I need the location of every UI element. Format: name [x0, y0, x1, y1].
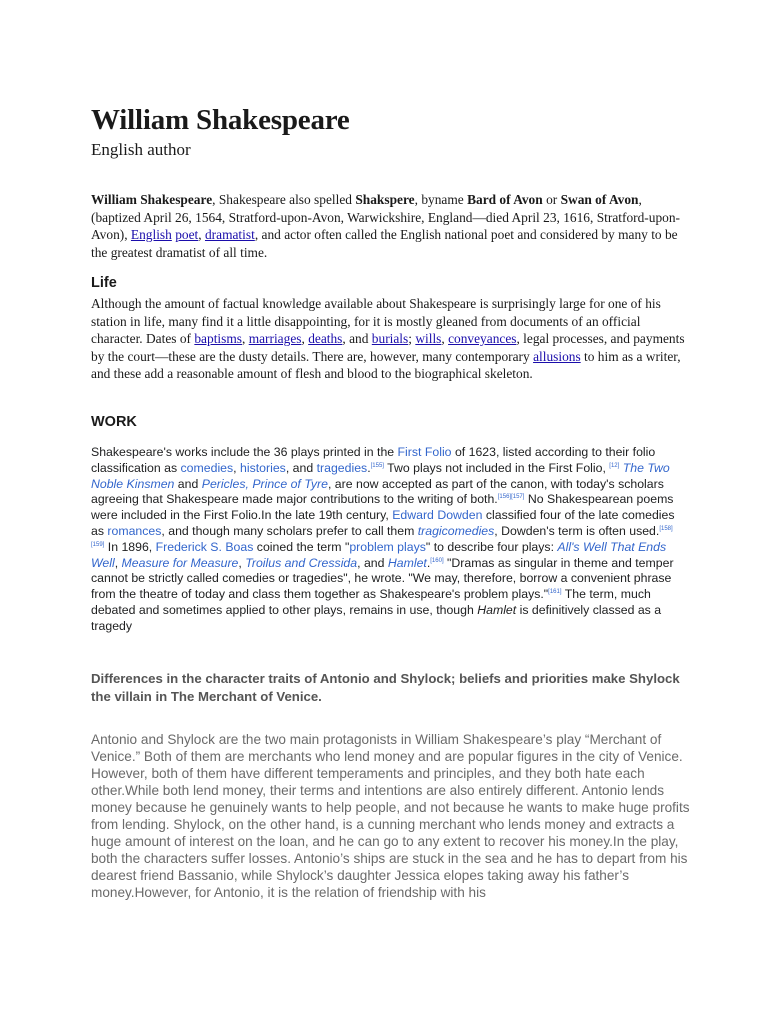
work-text: , and though many scholars prefer to call them	[161, 523, 418, 538]
intro-paragraph	[91, 191, 691, 261]
work-text: " to describe four plays:	[425, 539, 558, 554]
link-baptisms[interactable]: baptisms	[194, 331, 242, 346]
link-first-folio[interactable]: First Folio	[397, 445, 452, 459]
life-heading: Life	[91, 275, 117, 291]
link-measure-for-measure[interactable]: Measure for Measure	[121, 555, 239, 570]
life-text: , legal processes, and payments by the court—these are the dusty details. There are, however, many contemporary	[91, 331, 685, 364]
intro-text: , Shakespeare also spelled	[212, 192, 356, 207]
byname-swan: Swan of Avon	[560, 192, 639, 207]
link-romances[interactable]: romances	[107, 523, 162, 538]
reference-161[interactable]: [161]	[548, 589, 562, 596]
link-problem-plays[interactable]: problem plays	[349, 539, 426, 554]
link-hamlet[interactable]: Hamlet	[387, 555, 427, 570]
intro-text: , byname	[414, 192, 468, 207]
life-text: ,	[241, 331, 249, 346]
hamlet-italic: Hamlet	[477, 602, 517, 617]
intro-text: or	[542, 192, 561, 207]
link-conveyances[interactable]: conveyances	[448, 331, 517, 346]
work-text: of 1623, listed according to their folio classification as	[91, 445, 656, 475]
page-title: William Shakespeare	[91, 104, 350, 136]
life-text: , and	[342, 331, 372, 346]
life-text: ,	[441, 331, 449, 346]
reference-156-157[interactable]: [156][157]	[497, 494, 525, 501]
name-bold: William Shakespeare	[91, 192, 213, 207]
link-tragedies[interactable]: tragedies	[316, 460, 368, 475]
reference-158-159[interactable]: [158][159]	[91, 525, 673, 548]
work-paragraph	[91, 445, 683, 635]
work-text: and	[174, 476, 202, 491]
life-text: Although the amount of factual knowledge available about Shakespeare is surprisingly large for one of his station in life, many find it a little disappointing, for it is mostly gleaned from documents of an official character. Dates of	[91, 296, 661, 346]
intro-text: ,	[198, 227, 205, 242]
work-text: ,	[233, 460, 241, 475]
reference-160[interactable]: [160]	[430, 557, 444, 564]
link-marriages[interactable]: marriages	[248, 331, 302, 346]
work-text: Two plays not included in the First Folio,	[383, 460, 610, 475]
work-text: is definitively classed as a tragedy	[91, 602, 662, 633]
life-text: ;	[408, 331, 416, 346]
byname-bard: Bard of Avon	[467, 192, 543, 207]
work-text: ,	[114, 555, 122, 570]
link-histories[interactable]: histories	[240, 460, 286, 475]
life-text: to him as a writer, and these add a reasonable amount of flesh and blood to the biographical skeleton.	[91, 348, 681, 381]
work-text: .	[367, 460, 371, 475]
link-alls-well[interactable]: All's Well That Ends Well	[91, 539, 667, 570]
work-text: "Dramas as singular in theme and temper cannot be strictly called comedies or tragedies", he wrote. "We may, therefore, borrow a convenient phrase from the theatre of today and class them together as Shakespeare's problem plays."	[91, 555, 674, 602]
link-wills[interactable]: wills	[415, 331, 442, 346]
link-comedies[interactable]: comedies	[180, 460, 234, 475]
link-tragicomedies[interactable]: tragicomedies	[417, 523, 495, 538]
work-text: , are now accepted as part of the canon, with today's scholars agreeing that Shakespeare made major contributions to the writing of both.	[91, 476, 664, 507]
page-subtitle: English author	[91, 140, 191, 159]
work-text: No Shakespearean poems were included in the First Folio.In the late 19th century,	[91, 492, 674, 523]
reference-12[interactable]: [12]	[609, 462, 620, 469]
work-text: .	[426, 555, 431, 570]
link-two-noble-kinsmen[interactable]: The Two Noble Kinsmen	[91, 460, 670, 491]
work-heading: WORK	[91, 414, 137, 430]
differences-heading: Differences in the character traits of Antonio and Shylock; beliefs and priorities make Shylock the villain in The Merchant of Venice.	[91, 671, 680, 704]
work-text: ,	[238, 555, 246, 570]
intro-text: , (baptized April 26, 1564, Stratford-upon-Avon, Warwickshire, England—died April 23, 1616, Stratford-upon-Avon),	[91, 192, 680, 242]
intro-text: , and actor often called the English national poet and considered by many to be the greatest dramatist of all time.	[91, 227, 678, 260]
work-text: , and	[357, 555, 388, 570]
link-burials[interactable]: burials	[371, 331, 409, 346]
work-text: , Dowden's term is often used.	[494, 523, 660, 538]
work-text: coined the term "	[253, 539, 350, 554]
alt-spelling: Shakspere	[355, 192, 415, 207]
work-text: In 1896,	[104, 539, 156, 554]
link-troilus-cressida[interactable]: Troilus and Cressida	[245, 555, 358, 570]
link-allusions[interactable]: allusions	[533, 348, 581, 364]
work-text: The term, much debated and sometimes applied to other plays, remains in use, though	[91, 587, 651, 617]
work-text: Shakespeare's works include the 36 plays printed in the	[91, 445, 398, 459]
work-text: classified four of the late comedies as	[91, 508, 675, 538]
life-paragraph	[91, 295, 691, 383]
link-english[interactable]: English	[130, 227, 172, 242]
life-text: ,	[301, 331, 309, 346]
reference-155[interactable]: [155]	[370, 462, 384, 469]
link-poet[interactable]: poet	[175, 227, 199, 242]
link-deaths[interactable]: deaths	[308, 331, 343, 346]
link-frederick-boas[interactable]: Frederick S. Boas	[155, 539, 254, 554]
link-dramatist[interactable]: dramatist	[204, 227, 255, 242]
differences-paragraph: Antonio and Shylock are the two main protagonists in William Shakespeare’s play “Merchant of Venice.” Both of them are merchants who lend money and are popular figures in the city of Venice. However, both of them have different temperaments and principles, and they both hate each other.While both lend money, their terms and intentions are also entirely different. Antonio lends money because he genuinely wants to help people, and not because he wants to make huge profits from lending. Shylock, on the other hand, is a cunning merchant who lends money and extracts a huge amount of interest on the loan, and he can go to any extent to recover his money.In the play, both the characters suffer losses. Antonio’s ships are stuck in the sea and he has to depart from his dearest friend Bassanio, while Shylock’s daughter Jessica elopes taking away his father’s money.However, for Antonio, it is the relation of friendship with his	[91, 732, 690, 900]
work-text: , and	[285, 460, 317, 475]
link-edward-dowden[interactable]: Edward Dowden	[392, 508, 483, 523]
link-pericles[interactable]: Pericles, Prince of Tyre	[201, 476, 328, 491]
